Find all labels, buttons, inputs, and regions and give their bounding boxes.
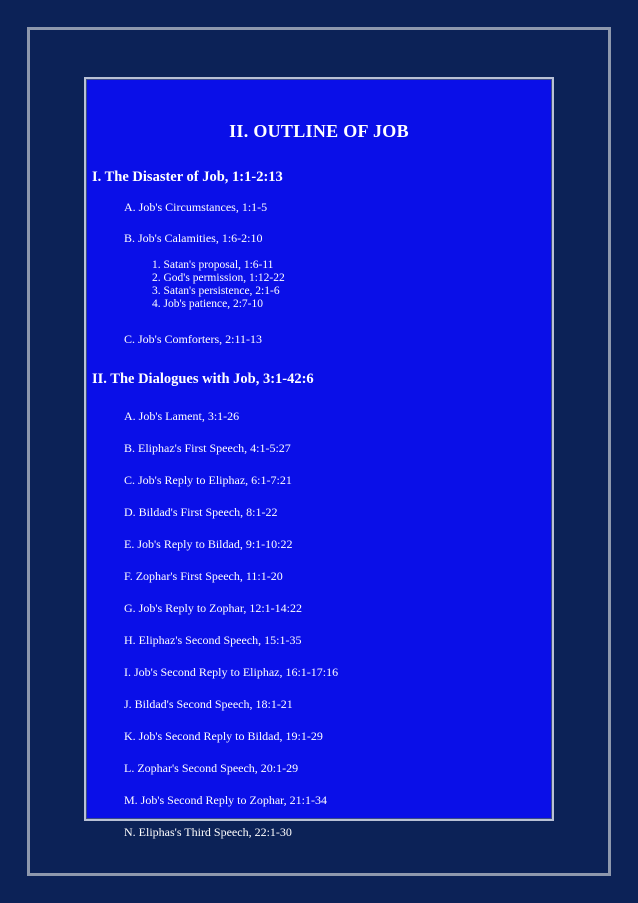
outline-item: A. Job's Lament, 3:1-26 [124, 409, 240, 423]
outline-item: K. Job's Second Reply to Bildad, 19:1-29 [124, 729, 323, 743]
outline-item: D. Bildad's First Speech, 8:1-22 [124, 505, 278, 519]
outline-item: H. Eliphaz's Second Speech, 15:1-35 [124, 633, 302, 647]
outline-item: A. Job's Circumstances, 1:1-5 [124, 200, 268, 214]
outline-item: G. Job's Reply to Zophar, 12:1-14:22 [124, 601, 303, 615]
outline-item: J. Bildad's Second Speech, 18:1-21 [124, 697, 293, 711]
section-heading-dialogues: II. The Dialogues with Job, 3:1-42:6 [92, 371, 314, 387]
page-title: II. OUTLINE OF JOB [229, 121, 409, 141]
outline-item: M. Job's Second Reply to Zophar, 21:1-34 [124, 793, 327, 807]
outline-item: I. Job's Second Reply to Eliphaz, 16:1-17:16 [124, 665, 339, 679]
outline-item: B. Eliphaz's First Speech, 4:1-5:27 [124, 441, 291, 455]
outline-panel [84, 77, 554, 839]
outline-item: C. Job's Reply to Eliphaz, 6:1-7:21 [124, 473, 292, 487]
outline-subitem: 1. Satan's proposal, 1:6-11 [152, 259, 274, 271]
outline-item: B. Job's Calamities, 1:6-2:10 [124, 231, 263, 245]
outline-item: L. Zophar's Second Speech, 20:1-29 [124, 761, 299, 775]
outline-item: F. Zophar's First Speech, 11:1-20 [124, 569, 283, 583]
outline-subitem: 4. Job's patience, 2:7-10 [152, 298, 263, 310]
outline-content [86, 79, 552, 839]
outline-subitem: 2. God's permission, 1:12-22 [152, 272, 285, 284]
outline-item: C. Job's Comforters, 2:11-13 [124, 332, 263, 346]
section-heading-disaster: I. The Disaster of Job, 1:1-2:13 [92, 169, 283, 185]
outline-subitem: 3. Satan's persistence, 2:1-6 [152, 285, 280, 297]
outline-item: E. Job's Reply to Bildad, 9:1-10:22 [124, 537, 293, 551]
outline-item: N. Eliphas's Third Speech, 22:1-30 [124, 825, 292, 839]
